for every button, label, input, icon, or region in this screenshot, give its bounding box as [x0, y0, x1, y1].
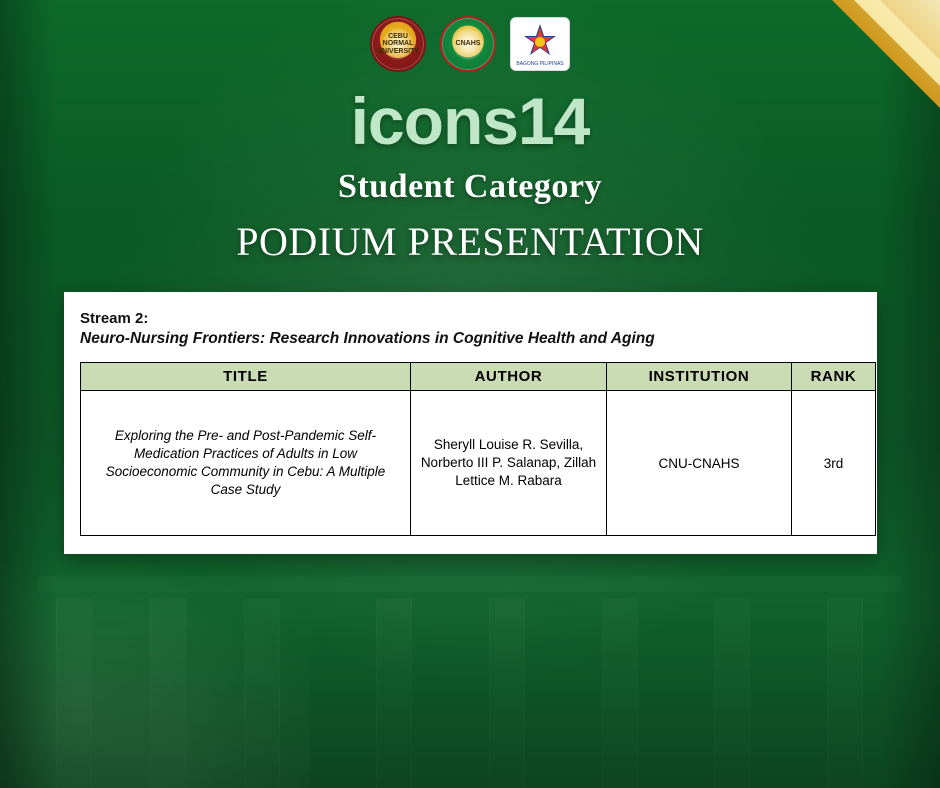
brand-wordmark-text: icons14: [350, 84, 590, 158]
bagong-pilipinas-logo-icon: [510, 17, 570, 71]
cell-institution: CNU-CNAHS: [607, 391, 792, 536]
background-vignette: [0, 588, 940, 788]
brand-wordmark: [350, 84, 590, 158]
svg-text:BAGONG PILIPINAS: BAGONG PILIPINAS: [516, 61, 564, 67]
column-header-institution: INSTITUTION: [607, 363, 792, 391]
stream-label: Stream 2:: [80, 310, 149, 327]
logo-row: [0, 16, 940, 72]
column-header-rank: RANK: [792, 363, 876, 391]
stream-title: Neuro-Nursing Frontiers: Research Innovations in Cognitive Health and Aging: [80, 330, 655, 347]
column-header-title: TITLE: [81, 363, 411, 391]
cell-title: Exploring the Pre- and Post-Pandemic Self-Medication Practices of Adults in Low Socioeconomic Community in Cebu: A Multiple Case Study: [81, 391, 411, 536]
cell-author: Sheryll Louise R. Sevilla, Norberto III P. Salanap, Zillah Lettice M. Rabara: [411, 391, 607, 536]
table-row: [81, 391, 876, 536]
cebu-normal-university-seal-icon: [370, 16, 426, 72]
seal-inner-text: CNAHS: [450, 26, 486, 62]
category-heading: Student Category: [338, 168, 602, 205]
results-table: [80, 362, 876, 536]
event-brand: [0, 84, 940, 158]
results-card: [64, 292, 877, 554]
column-header-author: AUTHOR: [411, 363, 607, 391]
table-header-row: [81, 363, 876, 391]
cell-rank: 3rd: [792, 391, 876, 536]
presentation-type-heading: PODIUM PRESENTATION: [236, 219, 704, 264]
seal-inner-text: CEBU NORMAL UNIVERSITY: [380, 26, 416, 62]
cnahs-seal-icon: [440, 16, 496, 72]
